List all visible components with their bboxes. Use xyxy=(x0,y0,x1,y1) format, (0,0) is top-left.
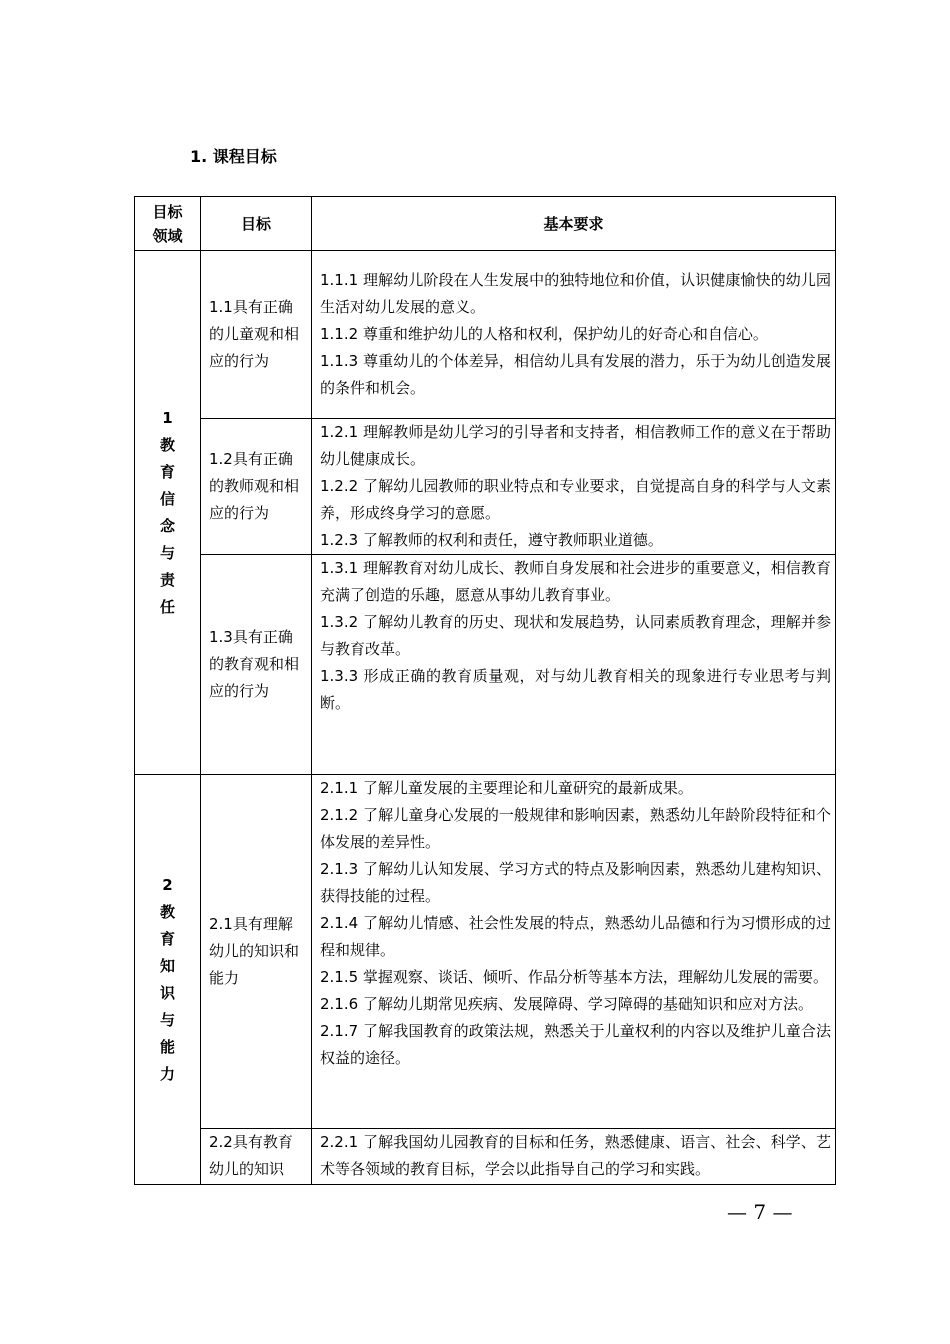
goal-cell: 1.3具有正确的教育观和相应的行为 xyxy=(201,555,312,775)
table-row xyxy=(135,419,836,555)
domain-char: 念 xyxy=(159,516,175,535)
requirement-item: 2.1.4 了解幼儿情感、社会性发展的特点，熟悉幼儿品德和行为习惯形成的过程和规律。 xyxy=(320,914,831,959)
requirement-item: 1.3.3 形成正确的教育质量观，对与幼儿教育相关的现象进行专业思考与判断。 xyxy=(320,667,831,712)
domain-char: 识 xyxy=(159,983,175,1002)
requirement-item: 2.1.7 了解我国教育的政策法规，熟悉关于儿童权利的内容以及维护儿童合法权益的途径。 xyxy=(320,1022,831,1067)
requirements-cell xyxy=(312,251,836,419)
table-header-row xyxy=(135,197,836,251)
table-row xyxy=(135,555,836,775)
requirement-item: 2.1.1 了解儿童发展的主要理论和儿童研究的最新成果。 xyxy=(320,779,693,797)
domain-char: 育 xyxy=(159,462,175,481)
page-number: — 7 — xyxy=(727,1200,793,1224)
requirement-item: 1.1.1 理解幼儿阶段在人生发展中的独特地位和价值，认识健康愉快的幼儿园生活对幼儿发展的意义。 xyxy=(320,271,831,316)
requirements-cell xyxy=(312,775,836,1129)
requirement-item: 1.1.2 尊重和维护幼儿的人格和权利，保护幼儿的好奇心和自信心。 xyxy=(320,325,768,343)
domain-char: 信 xyxy=(159,489,175,508)
goal-cell: 1.2具有正确的教师观和相应的行为 xyxy=(201,419,312,555)
domain-cell-2 xyxy=(135,775,201,1185)
requirement-item: 1.2.2 了解幼儿园教师的职业特点和专业要求，自觉提高自身的科学与人文素养，形成终身学习的意愿。 xyxy=(320,477,831,522)
requirement-item: 1.3.1 理解教育对幼儿成长、教师自身发展和社会进步的重要意义，相信教育充满了创造的乐趣，愿意从事幼儿教育事业。 xyxy=(320,559,831,604)
header-requirements: 基本要求 xyxy=(312,197,836,251)
domain-number: 2 xyxy=(162,875,173,894)
requirement-item: 2.2.1 了解我国幼儿园教育的目标和任务，熟悉健康、语言、社会、科学、艺术等各领域的教育目标，学会以此指导自己的学习和实践。 xyxy=(320,1133,831,1178)
domain-char: 与 xyxy=(159,543,175,562)
requirement-item: 1.2.3 了解教师的权利和责任，遵守教师职业道德。 xyxy=(320,531,663,549)
header-goal: 目标 xyxy=(201,197,312,251)
section-heading: 1. 课程目标 xyxy=(190,147,277,166)
requirement-item: 2.1.3 了解幼儿认知发展、学习方式的特点及影响因素，熟悉幼儿建构知识、获得技能的过程。 xyxy=(320,860,831,905)
requirement-item: 1.3.2 了解幼儿教育的历史、现状和发展趋势，认同素质教育理念，理解并参与教育改革。 xyxy=(320,613,831,658)
table-row xyxy=(135,251,836,419)
requirements-cell xyxy=(312,555,836,775)
requirement-item: 2.1.5 掌握观察、谈话、倾听、作品分析等基本方法，理解幼儿发展的需要。 xyxy=(320,968,828,986)
domain-cell-1 xyxy=(135,251,201,775)
domain-char: 育 xyxy=(159,929,175,948)
requirements-cell xyxy=(312,419,836,555)
domain-char: 教 xyxy=(159,902,175,921)
domain-char: 任 xyxy=(159,597,175,616)
requirement-item: 2.1.2 了解儿童身心发展的一般规律和影响因素，熟悉幼儿年龄阶段特征和个体发展的差异性。 xyxy=(320,806,831,851)
goal-cell: 2.2具有教育幼儿的知识 xyxy=(201,1129,312,1185)
domain-char: 能 xyxy=(159,1037,175,1056)
table-row xyxy=(135,775,836,1129)
course-goals-table xyxy=(134,196,836,1185)
domain-char: 力 xyxy=(159,1064,175,1083)
goal-cell: 2.1具有理解幼儿的知识和能力 xyxy=(201,775,312,1129)
requirement-item: 1.1.3 尊重幼儿的个体差异，相信幼儿具有发展的潜力，乐于为幼儿创造发展的条件和机会。 xyxy=(320,352,831,397)
domain-char: 教 xyxy=(159,435,175,454)
domain-char: 责 xyxy=(159,570,175,589)
requirement-item: 2.1.6 了解幼儿期常见疾病、发展障碍、学习障碍的基础知识和应对方法。 xyxy=(320,995,813,1013)
table-row xyxy=(135,1129,836,1185)
goal-cell: 1.1具有正确的儿童观和相应的行为 xyxy=(201,251,312,419)
domain-char: 知 xyxy=(159,956,175,975)
domain-char: 与 xyxy=(159,1010,175,1029)
requirements-cell xyxy=(312,1129,836,1185)
requirement-item: 1.2.1 理解教师是幼儿学习的引导者和支持者，相信教师工作的意义在于帮助幼儿健康成长。 xyxy=(320,423,831,468)
header-domain: 目标领域 xyxy=(135,197,201,251)
domain-number: 1 xyxy=(162,408,173,427)
